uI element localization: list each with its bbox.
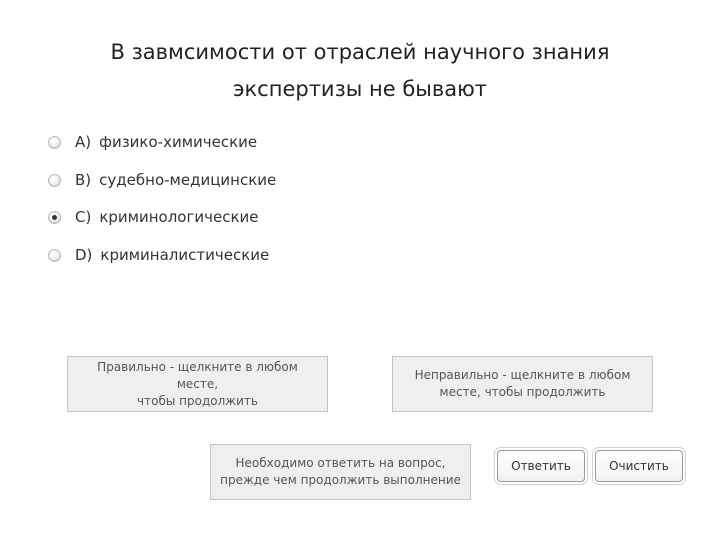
correct-feedback-box[interactable] [67,356,328,412]
option-letter: D) [75,246,93,264]
option-label: криминологические [99,208,259,226]
option-letter: B) [75,171,92,189]
option-letter: C) [75,208,92,226]
answer-required-box[interactable] [210,444,471,500]
question-line-1: В завмсимости от отраслей научного знания [110,40,610,64]
option-a[interactable] [48,127,257,157]
option-d[interactable] [48,240,269,270]
option-label: судебно-медицинские [99,171,277,189]
radio-button-icon[interactable] [48,174,61,187]
incorrect-feedback-line-1: Неправильно - щелкните в любом [414,368,631,382]
option-c[interactable] [48,202,258,232]
radio-button-icon[interactable] [48,249,61,262]
option-label: физико-химические [99,133,258,151]
option-letter: A) [75,133,92,151]
submit-button[interactable]: Ответить [497,450,585,482]
incorrect-feedback-box[interactable] [392,356,653,412]
option-label: криминалистические [100,246,270,264]
radio-button-icon[interactable] [48,136,61,149]
question-line-2: экспертизы не бывают [232,77,488,101]
radio-button-selected-icon[interactable] [48,211,61,224]
clear-button[interactable]: Очистить [595,450,683,482]
incorrect-feedback-line-2: месте, чтобы продолжить [439,385,606,399]
option-b[interactable] [48,165,276,195]
answer-required-line-2: прежде чем продолжить выполнение [220,473,461,487]
correct-feedback-line-1: Правильно - щелкните в любом месте, [97,359,298,391]
correct-feedback-line-2: чтобы продолжить [137,393,258,408]
answer-required-line-1: Необходимо ответить на вопрос, [235,456,446,470]
question-text [60,34,660,108]
